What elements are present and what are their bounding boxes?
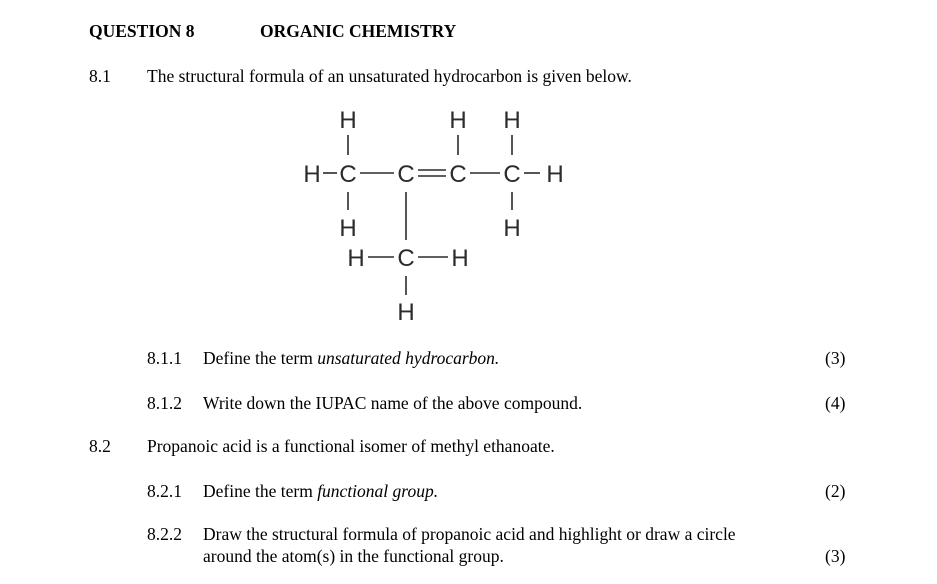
atom-c-2: C xyxy=(397,161,415,188)
question-8-2-2-text-line-2: around the atom(s) in the functional group. xyxy=(203,546,504,566)
atom-c-3: C xyxy=(449,161,467,188)
structural-formula-diagram xyxy=(290,100,590,330)
question-8-2-1-term: functional group. xyxy=(317,481,439,501)
question-8-2-2-number: 8.2.2 xyxy=(147,524,182,544)
question-8-1-1-marks: (3) xyxy=(825,348,846,368)
atom-h-left: H xyxy=(303,161,321,188)
question-8-2-2-marks: (3) xyxy=(825,546,846,566)
question-8-2-1-number: 8.2.1 xyxy=(147,481,182,501)
atom-h-top-2: H xyxy=(449,107,467,134)
question-8-1-number: 8.1 xyxy=(89,66,111,86)
question-8-1-2-marks: (4) xyxy=(825,393,846,413)
atom-h-bottom-1: H xyxy=(339,215,357,242)
question-8-2-1-prefix: Define the term xyxy=(203,481,318,501)
question-8-2-2-text-line-1: Draw the structural formula of propanoic acid and highlight or draw a circle xyxy=(203,524,736,544)
question-8-1-1-text xyxy=(203,347,499,369)
question-8-2-number: 8.2 xyxy=(89,436,111,456)
atom-h-bottom-2: H xyxy=(503,215,521,242)
question-8-1-2-number: 8.1.2 xyxy=(147,393,182,413)
atom-c-1: C xyxy=(339,161,357,188)
question-title: ORGANIC CHEMISTRY xyxy=(260,21,457,41)
question-number: QUESTION 8 xyxy=(89,21,195,41)
question-8-1-2-text: Write down the IUPAC name of the above compound. xyxy=(203,393,583,413)
atom-h-right: H xyxy=(546,161,564,188)
atom-h-top-1: H xyxy=(339,107,357,134)
atom-c-branch: C xyxy=(397,245,415,272)
question-8-2-1-marks: (2) xyxy=(825,481,846,501)
atom-h-branch-right: H xyxy=(451,245,469,272)
question-8-2-1-text xyxy=(203,480,438,502)
atom-h-top-3: H xyxy=(503,107,521,134)
question-8-2-statement: Propanoic acid is a functional isomer of methyl ethanoate. xyxy=(147,436,555,456)
atom-h-branch-left: H xyxy=(347,245,365,272)
question-8-1-1-number: 8.1.1 xyxy=(147,348,182,368)
question-8-1-1-prefix: Define the term xyxy=(203,348,318,368)
question-8-1-1-term: unsaturated hydrocarbon. xyxy=(317,348,500,368)
atom-h-branch-bottom: H xyxy=(397,299,415,326)
atom-c-4: C xyxy=(503,161,521,188)
question-8-1-statement: The structural formula of an unsaturated hydrocarbon is given below. xyxy=(147,66,632,86)
